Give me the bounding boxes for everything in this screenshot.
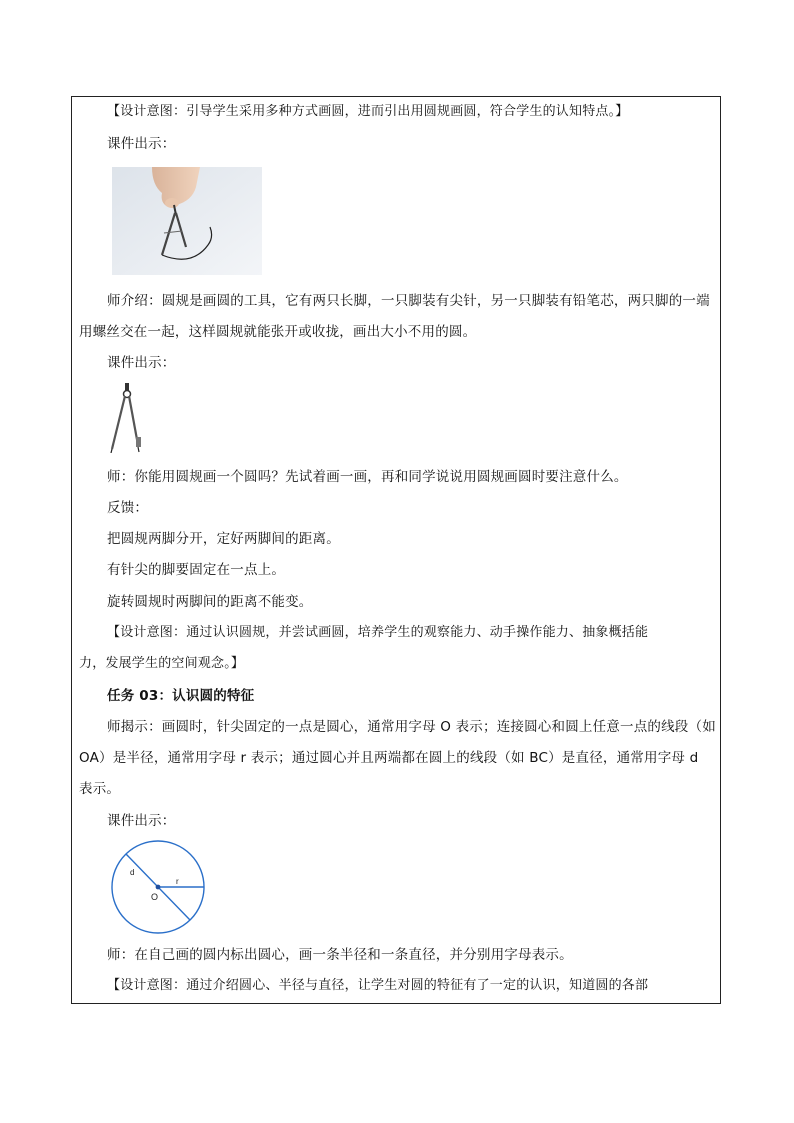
reveal-line-2: OA）是半径，通常用字母 r 表示；通过圆心并且两端都在圆上的线段（如 BC）是直径，通常用字母 d (79, 750, 699, 766)
design-intent-3: 【设计意图：通过介绍圆心、半径与直径，让学生对圆的特征有了一定的认识，知道圆的各部 (107, 978, 649, 993)
courseware-label-3: 课件出示： (107, 813, 176, 829)
center-point (156, 885, 161, 890)
courseware-label-2: 课件出示： (107, 355, 176, 371)
diameter-label: d (130, 868, 135, 877)
feedback-item-1: 把圆规两脚分开，定好两脚间的距离。 (107, 531, 340, 547)
feedback-label: 反馈： (107, 500, 149, 516)
teacher-question: 师：你能用圆规画一个圆吗？先试着画一画，再和同学说说用圆规画圆时要注意什么。 (107, 469, 628, 485)
compass-icon (108, 383, 152, 453)
center-label: O (151, 892, 159, 902)
teacher-intro-line-2: 用螺丝交在一起，这样圆规就能张开或收拢，画出大小不用的圆。 (79, 324, 477, 340)
radius-label: r (176, 877, 179, 886)
circle-diagram (108, 838, 208, 936)
teacher-task: 师：在自己画的圆内标出圆心，画一条半径和一条直径，并分别用字母表示。 (107, 947, 573, 963)
task-heading: 任务 03：认识圆的特征 (107, 688, 255, 704)
feedback-item-2: 有针尖的脚要固定在一点上。 (107, 562, 286, 578)
reveal-line-3: 表示。 (79, 781, 121, 797)
feedback-item-3: 旋转圆规时两脚间的距离不能变。 (107, 594, 313, 610)
reveal-line-1: 师揭示：画圆时，针尖固定的一点是圆心，通常用字母 O 表示；连接圆心和圆上任意一点的线段（如 (107, 719, 716, 735)
courseware-label-1: 课件出示： (107, 136, 176, 152)
teacher-intro-line-1: 师介绍：圆规是画圆的工具，它有两只长脚，一只脚装有尖针，另一只脚装有铅笔芯，两只脚的一端 (107, 293, 710, 309)
compass-drawing-photo (112, 167, 262, 275)
design-intent-1: 【设计意图：引导学生采用多种方式画圆，进而引出用圆规画圆，符合学生的认知特点。】 (107, 104, 629, 119)
design-intent-2-line-1: 【设计意图：通过认识圆规，并尝试画圆，培养学生的观察能力、动手操作能力、抽象概括能 (107, 625, 649, 640)
design-intent-2-line-2: 力，发展学生的空间观念。】 (79, 656, 245, 671)
